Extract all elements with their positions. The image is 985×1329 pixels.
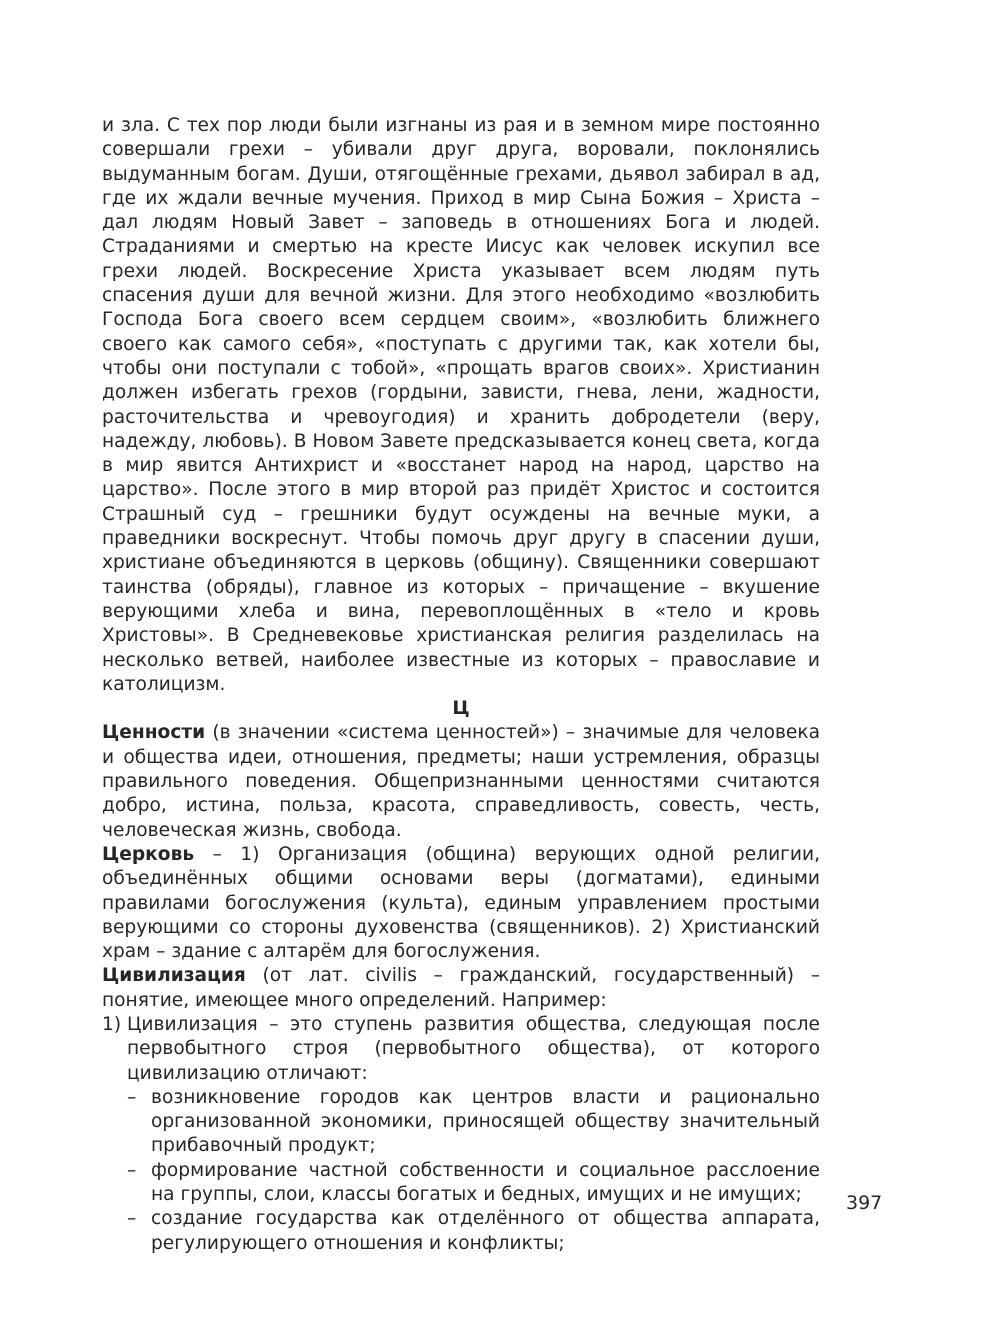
term-church: Церковь <box>102 843 195 865</box>
dash-marker: – <box>127 1086 137 1108</box>
section-letter-heading: Ц <box>452 698 470 720</box>
page-number: 397 <box>846 1192 883 1214</box>
list-number: 1) <box>102 1013 122 1035</box>
dash-marker: – <box>127 1159 137 1181</box>
entry-values <box>102 721 820 842</box>
list-item-text: Цивилизация – это ступень развития общества, следующая после первобытного строя (первобытного общества), от которого цивилизацию отличают: <box>127 1013 820 1084</box>
intro-paragraph: и зла. С тех пор люди были изгнаны из рая и в земном мире постоянно совершали грехи – убивали друг друга, воровали, поклонялись выдуманным богам. Души, отягощённые грехами, дьявол забирал в ад, где их ждали вечные мучения. Приход в мир Сына Божия – Христа – дал людям Новый Завет – заповедь в отношениях Бога и людей. Страданиями и смертью на кресте Иисус как человек искупил все грехи людей. Воскресение Христа указывает всем людям путь спасения души для вечной жизни. Для этого необходимо «возлюбить Господа Бога своего всем сердцем своим», «возлюбить ближнего своего как самого себя», «поступать с другими так, как хотели бы, чтобы они поступали с тобой», «прощать врагов своих». Христианин должен избегать грехов (гордыни, зависти, гнева, лени, жадности, расточительства и чревоугодия) и хранить добродетели (веру, надежду, любовь). В Новом Завете предсказывается конец света, когда в мир явится Антихрист и «восстанет народ на народ, царство на царство». После этого в мир второй раз придёт Христос и состоится Страшный суд – грешники будут осуждены на вечные муки, а праведники воскреснут. Чтобы помочь друг другу в спасении души, христиане объединяются в церковь (общину). Священники совершают таинства (обряды), главное из которых – причащение – вкушение верующими хлеба и вина, перевоплощённых в «тело и кровь Христовы». В Средневековье христианская религия разделилась на несколько ветвей, наиболее известные из которых – православие и католицизм. <box>102 115 820 695</box>
feature-text: создание государства как отделённого от общества аппарата, регулирующего отношения и конфликты; <box>151 1208 820 1254</box>
definition-civilization: (от лат. civilis – гражданский, государственный) – понятие, имеющее много определений. Например: <box>102 965 820 1011</box>
feature-item <box>127 1159 820 1208</box>
dash-marker: – <box>127 1208 137 1230</box>
feature-text: возникновение городов как центров власти и рационально организованной экономики, приносящей обществу значительный прибавочный продукт; <box>151 1086 820 1157</box>
feature-text: формирование частной собственности и социальное расслоение на группы, слои, классы богатых и бедных, имущих и не имущих; <box>151 1159 820 1206</box>
definition-church: – 1) Организация (община) верующих одной религии, объединённых общими основами веры (догматами), едиными правилами богослужения (культа), единым управлением простыми верующими со стороны духовенства (священников). 2) Христианский храм – здание с алтарём для богослужения. <box>102 843 820 963</box>
feature-item <box>127 1207 820 1256</box>
term-values: Ценности <box>102 722 206 744</box>
numbered-list-item <box>102 1013 820 1086</box>
definition-values: (в значении «система ценностей») – значимые для человека и общества идеи, отношения, предметы; наши устремления, образцы правильного поведения. Общепризнанными ценностями считаются добро, истина, польза, красота, справедливость, совесть, честь, человеческая жизнь, свобода. <box>102 722 820 841</box>
term-civilization: Цивилизация <box>102 965 246 987</box>
entry-church <box>102 843 820 964</box>
feature-item <box>127 1086 820 1159</box>
entry-civilization <box>102 964 820 1013</box>
page-text <box>102 114 820 1256</box>
